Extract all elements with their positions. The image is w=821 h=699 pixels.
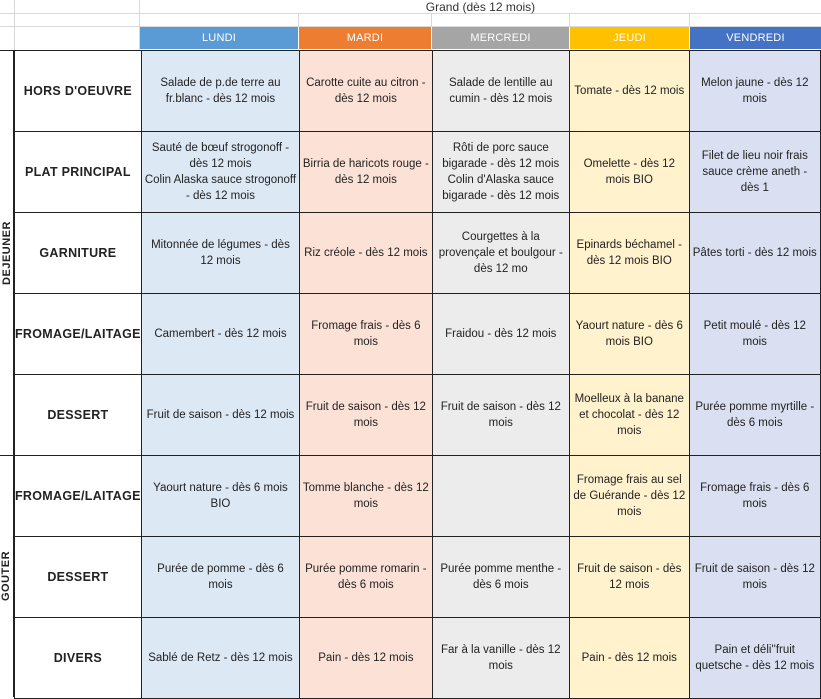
menu-row	[15, 375, 821, 456]
grid-line	[431, 14, 432, 27]
menu-cell-vendredi[interactable]	[689, 456, 820, 537]
menu-cell-vendredi[interactable]	[689, 618, 820, 699]
menu-cell-vendredi[interactable]	[689, 375, 820, 456]
menu-cell-mardi[interactable]	[300, 456, 432, 537]
menu-cell-text: Fruit de saison - dès 12 mois	[440, 401, 561, 429]
menu-cell-text: Mitonnée de légumes - dès 12 mois	[151, 239, 290, 267]
menu-cell-mercredi[interactable]	[432, 456, 569, 537]
menu-cell-mardi[interactable]	[300, 294, 432, 375]
menu-cell-text: Fruit de saison - dès 12 mois	[694, 563, 815, 591]
menu-cell-text: Pain - dès 12 mois	[581, 652, 677, 664]
menu-cell-mercredi[interactable]	[432, 132, 569, 213]
menu-cell-mercredi[interactable]	[432, 213, 569, 294]
menu-cell-text: Fromage frais - dès 6 mois	[311, 320, 421, 348]
menu-cell-text: Camembert - dès 12 mois	[154, 328, 287, 340]
menu-cell-text: Courgettes à la provençale et boulgour - dès 12 mo	[438, 231, 563, 275]
menu-cell-jeudi[interactable]	[570, 618, 690, 699]
menu-cell-text: Tomme blanche - dès 12 mois	[302, 482, 429, 510]
menu-cell-text: Fruit de saison - dès 12 mois	[146, 409, 295, 421]
menu-cell-text: Purée de pomme - dès 6 mois	[157, 563, 284, 591]
menu-cell-vendredi[interactable]	[689, 51, 820, 132]
menu-cell-text: Fromage frais - dès 6 mois	[700, 482, 810, 510]
menu-cell-mardi[interactable]	[300, 537, 432, 618]
menu-row	[15, 618, 821, 699]
menu-cell-text: Riz créole - dès 12 mois	[304, 247, 428, 259]
menu-cell-text: Rôti de porc sauce bigarade - dès 12 mois Colin d'Alaska sauce bigarade - dès 12 mois	[442, 142, 560, 202]
menu-cell-mardi[interactable]	[300, 51, 432, 132]
menu-cell-text: Salade de lentille au cumin - dès 12 mois	[448, 77, 553, 105]
menu-cell-jeudi[interactable]	[570, 213, 690, 294]
day-header-lundi[interactable]: LUNDI	[140, 27, 298, 49]
menu-cell-lundi[interactable]	[141, 375, 299, 456]
menu-row	[15, 132, 821, 213]
menu-cell-text: Pain et déli''fruit quetsche - dès 12 mois	[695, 644, 815, 672]
category-cell[interactable]: FROMAGE/LAITAGE	[15, 456, 142, 537]
category-cell[interactable]: DESSERT	[15, 375, 142, 456]
menu-table	[14, 50, 821, 699]
day-header-vendredi[interactable]: VENDREDI	[690, 27, 821, 49]
day-header-jeudi[interactable]: JEUDI	[570, 27, 689, 49]
menu-cell-text: Fruit de saison - dès 12 mois	[305, 401, 426, 429]
category-cell[interactable]: GARNITURE	[15, 213, 142, 294]
menu-cell-mercredi[interactable]	[432, 294, 569, 375]
category-cell[interactable]: DIVERS	[15, 618, 142, 699]
menu-cell-text: Purée pomme myrtille - dès 6 mois	[695, 401, 815, 429]
menu-cell-mercredi[interactable]	[432, 375, 569, 456]
menu-cell-text: Petit moulé - dès 12 mois	[703, 320, 806, 348]
menu-cell-jeudi[interactable]	[570, 132, 690, 213]
meal-label-text: GOUTER	[0, 550, 13, 602]
menu-cell-lundi[interactable]	[141, 618, 299, 699]
category-cell[interactable]: FROMAGE/LAITAGE	[15, 294, 142, 375]
menu-cell-lundi[interactable]	[141, 294, 299, 375]
menu-cell-vendredi[interactable]	[689, 213, 820, 294]
category-cell[interactable]: HORS D'OEUVRE	[15, 51, 142, 132]
grid-line	[298, 14, 299, 27]
menu-cell-text: Purée pomme romarin - dès 6 mois	[305, 563, 427, 591]
meal-label-gouter[interactable]	[0, 455, 14, 697]
meal-label-dejeuner[interactable]	[0, 50, 14, 455]
meal-border	[0, 455, 14, 456]
menu-row	[15, 456, 821, 537]
menu-cell-mardi[interactable]	[300, 375, 432, 456]
menu-cell-text: Moelleux à la banane et chocolat - dès 12 mois	[574, 393, 684, 437]
menu-cell-text: Yaourt nature - dès 6 mois BIO	[575, 320, 683, 348]
menu-row	[15, 51, 821, 132]
menu-cell-text: Pâtes torti - dès 12 mois	[692, 247, 817, 259]
menu-cell-lundi[interactable]	[141, 456, 299, 537]
menu-cell-text: Tomate - dès 12 mois	[574, 85, 685, 97]
meal-border	[0, 50, 14, 51]
menu-cell-lundi[interactable]	[141, 132, 299, 213]
menu-cell-text: Fromage frais au sel de Guérande - dès 12 mois	[573, 474, 686, 518]
menu-cell-text: Salade de p.de terre au fr.blanc - dès 12 mois	[160, 77, 281, 105]
menu-cell-mercredi[interactable]	[432, 618, 569, 699]
menu-cell-text: Fraidou - dès 12 mois	[445, 328, 557, 340]
menu-cell-mardi[interactable]	[300, 213, 432, 294]
menu-cell-text: Sablé de Retz - dès 12 mois	[148, 652, 293, 664]
menu-cell-text: Far à la vanille - dès 12 mois	[441, 644, 561, 672]
menu-cell-text: Epinards béchamel - dès 12 mois BIO	[576, 239, 683, 267]
menu-row	[15, 294, 821, 375]
menu-cell-text: Omelette - dès 12 mois BIO	[583, 158, 675, 186]
day-header-mardi[interactable]: MARDI	[299, 27, 431, 49]
menu-cell-text: Melon jaune - dès 12 mois	[701, 77, 809, 105]
grid-line	[689, 14, 690, 27]
menu-cell-vendredi[interactable]	[689, 132, 820, 213]
menu-cell-vendredi[interactable]	[689, 537, 820, 618]
menu-cell-text: Pain - dès 12 mois	[318, 652, 414, 664]
menu-cell-lundi[interactable]	[141, 213, 299, 294]
menu-cell-text: Filet de lieu noir frais sauce crème aneth - dès 1	[701, 150, 808, 194]
menu-cell-text: Purée pomme menthe - dès 6 mois	[440, 563, 562, 591]
menu-cell-text: Fruit de saison - dès 12 mois	[577, 563, 682, 591]
menu-cell-mercredi[interactable]	[432, 51, 569, 132]
grid-line	[14, 0, 15, 50]
menu-cell-text: Yaourt nature - dès 6 mois BIO	[153, 482, 288, 510]
menu-row	[15, 213, 821, 294]
menu-cell-text: Birria de haricots rouge - dès 12 mois	[302, 158, 429, 186]
menu-cell-lundi[interactable]	[141, 51, 299, 132]
menu-cell-text: Sauté de bœuf strogonoff - dès 12 mois Colin Alaska sauce strogonoff - dès 12 mois	[144, 142, 297, 202]
menu-cell-jeudi[interactable]	[570, 51, 690, 132]
menu-cell-mercredi[interactable]	[432, 537, 569, 618]
menu-cell-lundi[interactable]	[141, 537, 299, 618]
menu-cell-jeudi[interactable]	[570, 456, 690, 537]
menu-cell-vendredi[interactable]	[689, 294, 820, 375]
day-header-mercredi[interactable]: MERCREDI	[432, 27, 569, 49]
meal-label-text: DEJEUNER	[0, 220, 13, 285]
menu-cell-jeudi[interactable]	[570, 537, 690, 618]
menu-cell-mardi[interactable]	[300, 618, 432, 699]
category-cell[interactable]: PLAT PRINCIPAL	[15, 132, 142, 213]
menu-cell-text: Carotte cuite au citron - dès 12 mois	[306, 77, 426, 105]
menu-cell-mardi[interactable]	[300, 132, 432, 213]
category-cell[interactable]: DESSERT	[15, 537, 142, 618]
menu-row	[15, 537, 821, 618]
menu-cell-jeudi[interactable]	[570, 294, 690, 375]
sheet-title[interactable]: Grand (dès 12 mois)	[425, 0, 536, 14]
grid-line	[569, 14, 570, 27]
menu-cell-jeudi[interactable]	[570, 375, 690, 456]
